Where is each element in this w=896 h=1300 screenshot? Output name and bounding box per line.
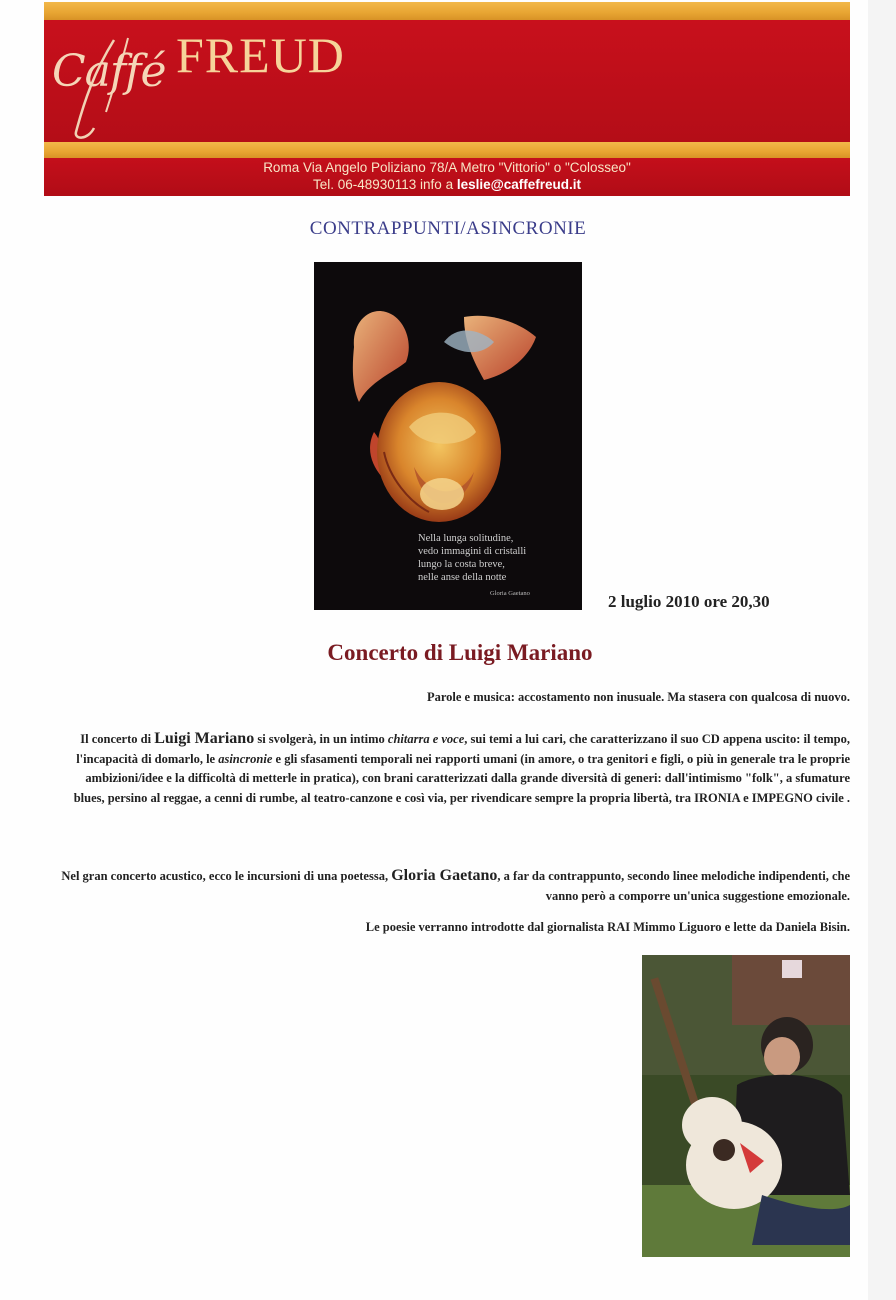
event-date: 2 luglio 2010 ore 20,30 <box>608 592 770 611</box>
headline: Concerto di Luigi Mariano <box>327 640 593 665</box>
text-run: e gli sfasamenti temporali nei rapporti umani (in amore, o tra genitori e figli, o più in generale tra le proprie ambizioni/idee e la difficoltà di metterle in pratica), con brani caratterizzati dalla grande diversità di generi: dall'intimismo "folk", a sfumature blues, persino al reggae, a cenni di rumbe, al teatro-canzone e così via, per rivendicare sempre la propria libertà, tra IRONIA e IMPEGNO civile . <box>73 751 850 805</box>
logo-caffe: Caffé <box>52 46 166 97</box>
concert-paragraph <box>58 729 850 808</box>
italic-text: asincronie <box>218 751 273 766</box>
credits-paragraph: Le poesie verranno introdotte dal giornalista RAI Mimmo Liguoro e lette da Daniela Bisin. <box>365 920 850 934</box>
poem-signature: Gloria Gaetano <box>490 590 530 597</box>
poem-line: nelle anse della notte <box>418 572 507 583</box>
text-run: , a far da contrappunto, secondo linee melodiche indipendenti, che vanno però a comporre un'unica suggestione emozionale. <box>497 869 850 903</box>
header-banner <box>44 2 850 196</box>
musician-illustration <box>642 955 850 1257</box>
gold-stripe-middle <box>44 142 850 158</box>
text-run: , sui temi a lui cari, che caratterizzano il suo CD appena uscito: il tempo, l'incapacità di domarlo, le <box>76 732 850 766</box>
contact-line <box>44 177 850 192</box>
poster-image <box>314 262 582 610</box>
poem-line: vedo immagini di cristalli <box>418 546 527 557</box>
poem-text <box>418 532 526 584</box>
contact-email[interactable]: leslie@caffefreud.it <box>456 177 582 192</box>
gold-stripe-top <box>44 2 850 20</box>
artist-name: Luigi Mariano <box>154 730 255 747</box>
italic-text: chitarra e voce <box>387 732 465 746</box>
poem-line: lungo la costa breve, <box>418 559 505 570</box>
logo-freud: FREUD <box>176 27 345 83</box>
text-run: si svolgerà, in un intimo <box>254 732 388 746</box>
poetess-name: Gloria Gaetano <box>391 867 498 884</box>
contact-phone: Tel. 06-48930113 info a <box>312 177 457 192</box>
text-run: Nel gran concerto acustico, ecco le incursioni di una poetessa, <box>61 869 392 883</box>
musician-photo <box>642 955 850 1257</box>
poem-line: Nella lunga solitudine, <box>418 533 514 544</box>
text-run: Il concerto di <box>80 732 155 746</box>
poetess-paragraph <box>50 866 850 906</box>
intro-paragraph: Parole e musica: accostamento non inusuale. Ma stasera con qualcosa di nuovo. <box>426 690 850 704</box>
section-title: CONTRAPPUNTI/ASINCRONIE <box>309 218 587 239</box>
address-line: Roma Via Angelo Poliziano 78/A Metro "Vittorio" o "Colosseo" <box>263 160 631 175</box>
